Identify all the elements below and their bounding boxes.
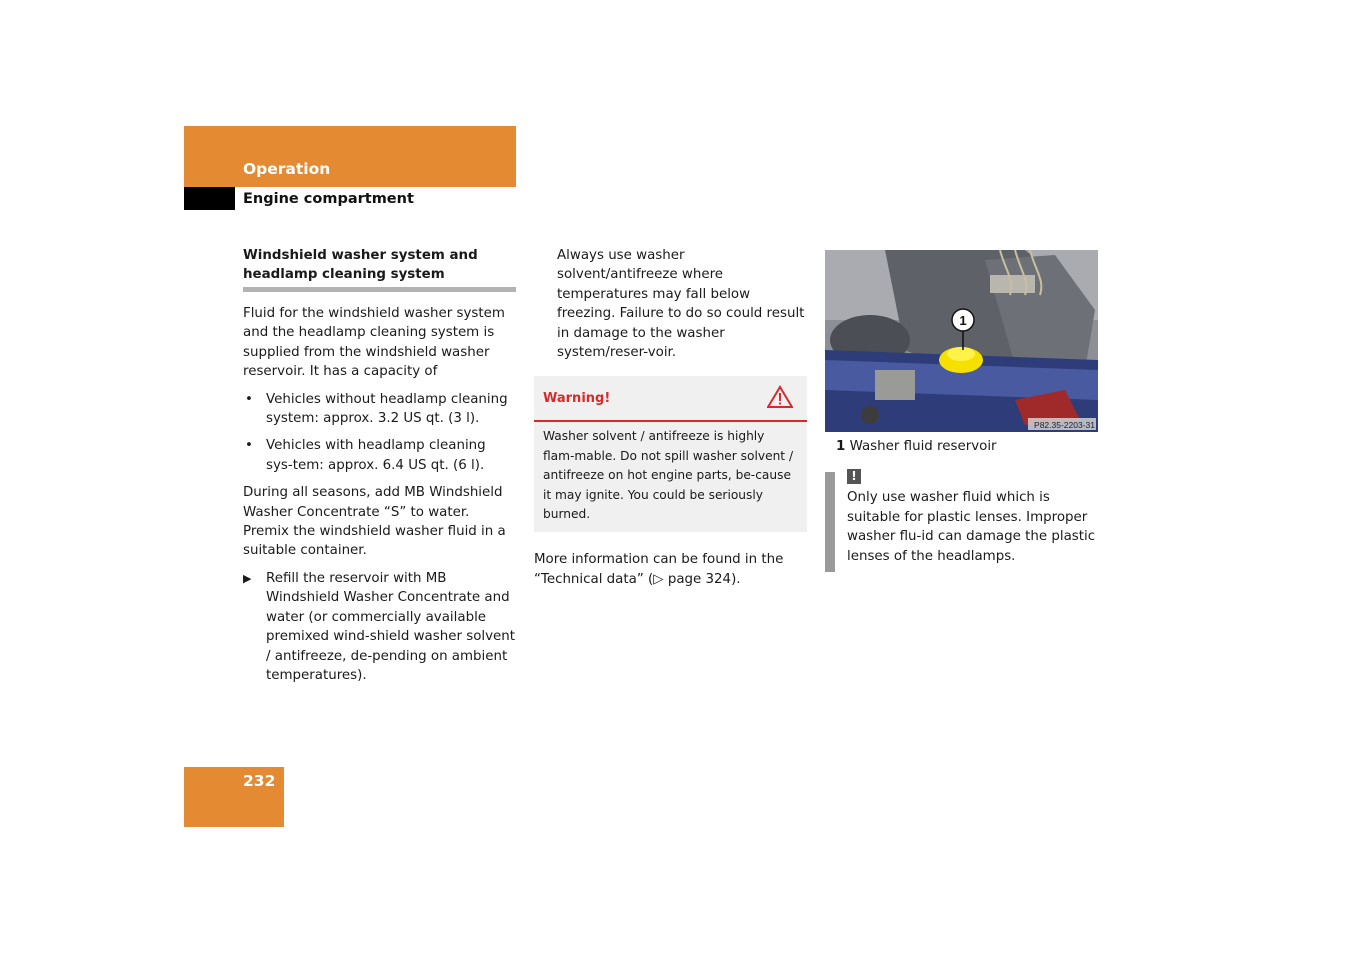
block-heading: Windshield washer system and headlamp cleaning system [243, 246, 516, 292]
season-paragraph: During all seasons, add MB Windshield Washer Concentrate “S” to water. Premix the windshield washer fluid in a suitable container. [243, 485, 506, 559]
warning-box [534, 376, 807, 532]
column-right [825, 250, 1098, 572]
image-code: P82.35-2203-31 [1034, 420, 1095, 430]
list-item [243, 390, 516, 429]
warning-triangle-icon [767, 385, 793, 415]
section-tab-marker [184, 187, 235, 210]
section-title: Operation [243, 160, 331, 178]
bullet-icon: • [245, 391, 253, 407]
warning-text: Washer solvent / antifreeze is highly flam-mable. Do not spill washer solvent / antifreeze on hot engine parts, be-cause it may ignite. You could be seriously burned. [543, 429, 794, 522]
instruction-step [243, 569, 516, 685]
capacity-list [243, 390, 516, 476]
header-band [184, 126, 516, 187]
step-text: Refill the reservoir with MB Windshield Washer Concentrate and water (or commercially available premixed wind-shield washer solvent / antifreeze, de-pending on ambient temperatures). [266, 570, 516, 683]
note-text: Only use washer fluid which is suitable for plastic lenses. Improper washer flu-id can damage the plastic lenses of the headlamps. [847, 490, 1096, 564]
image-caption [836, 437, 1098, 456]
column-left [243, 246, 516, 685]
warning-title: Warning! [543, 391, 611, 407]
list-item-text: Vehicles with headlamp cleaning sys-tem: approx. 6.4 US qt. (6 l). [266, 438, 486, 473]
subsection-title: Engine compartment [243, 191, 414, 207]
caption-text: Washer fluid reservoir [849, 439, 997, 454]
more-info-paragraph: More information can be found in the “Technical data” (▷ page 324). [534, 552, 784, 587]
note-bar [825, 472, 835, 572]
bullet-icon: • [245, 438, 253, 454]
list-item [243, 436, 516, 475]
image-callout-label: 1 [959, 313, 967, 328]
exclamation-icon: ! [847, 469, 861, 484]
list-item-text: Vehicles without headlamp cleaning system: approx. 3.2 US qt. (3 l). [266, 391, 508, 427]
page-number: 232 [243, 772, 276, 790]
column-middle [534, 246, 807, 597]
antifreeze-paragraph: Always use washer solvent/antifreeze where temperatures may fall below freezing. Failure to do so could result in damage to the washer system/reser-voir. [557, 248, 805, 361]
caption-number: 1 [836, 439, 846, 454]
step-arrow-icon: ▶ [243, 571, 252, 585]
warning-header [534, 376, 807, 422]
engine-compartment-photo [825, 250, 1098, 432]
note-box [825, 469, 1098, 572]
intro-paragraph: Fluid for the windshield washer system and the headlamp cleaning system is supplied from the windshield washer reservoir. It has a capacity of [243, 306, 505, 380]
